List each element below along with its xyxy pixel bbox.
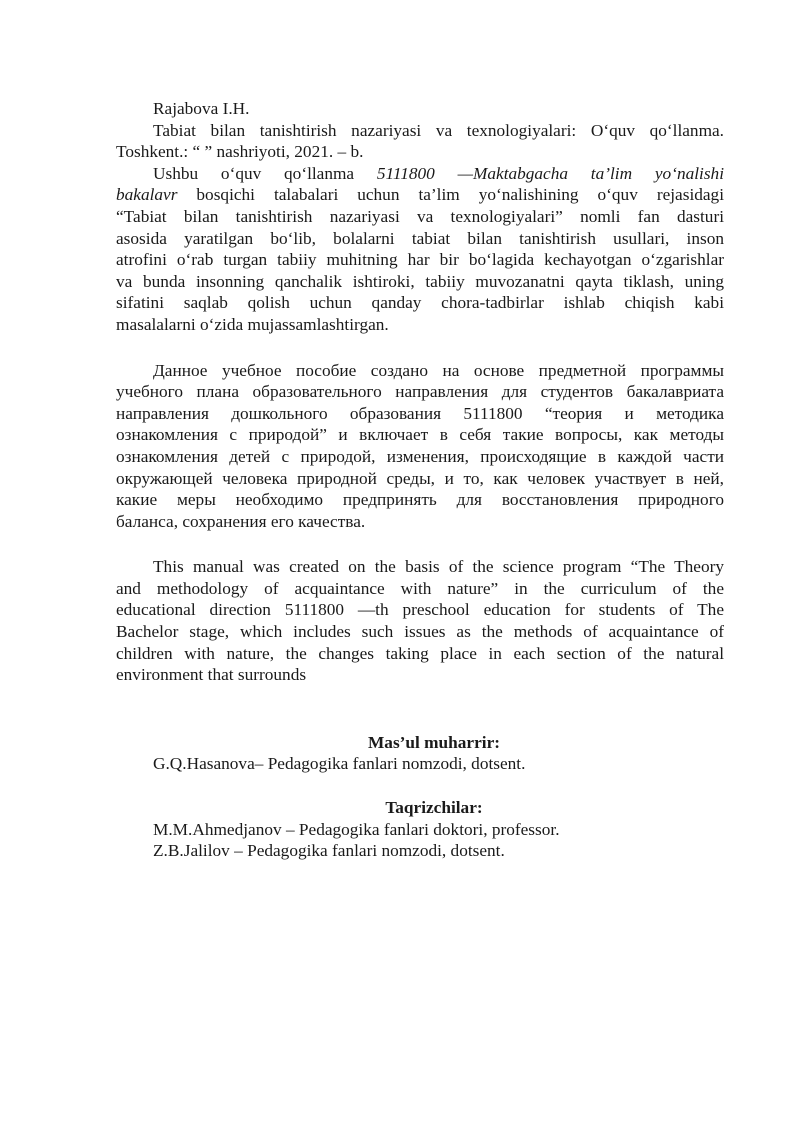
editor-name: G.Q.Hasanova– Pedagogika fanlari nomzodi, dotsent.: [153, 754, 526, 774]
annotation-line: ознакомления с природой” и включает в себя такие вопросы, как методы: [116, 425, 724, 445]
editor-section: [116, 732, 724, 775]
reviewer-name: Z.B.Jalilov – Pedagogika fanlari nomzodi, dotsent.: [153, 841, 505, 861]
annotation-line: учебного плана образовательного направления для студентов бакалавриата: [116, 382, 724, 402]
annotation-line: masalalarni o‘zida mujassamlashtirgan.: [116, 314, 389, 334]
annotation-line: va bunda insonning qanchalik ishtiroki, tabiiy muvozanatni qayta tiklash, uning: [116, 271, 724, 291]
editor-heading: Mas’ul muharrir:: [368, 732, 500, 752]
annotation-line: какие меры необходимо предпринять для восстановления природного: [116, 490, 724, 510]
publisher-line: Toshkent.: “ ” nashriyoti, 2021. – b.: [116, 142, 364, 162]
reviewers-section: [116, 797, 724, 862]
annotation-line: Данное учебное пособие создано на основе предметной программы: [153, 360, 724, 380]
author-line: Rajabova I.H.: [153, 99, 250, 118]
document-page: [116, 98, 724, 862]
annotation-line: educational direction 5111800 —th preschool education for students of The: [116, 600, 724, 620]
annotation-line: окружающей человека природной среды, и то, как человек участвует в ней,: [116, 468, 724, 488]
annotation-line: asosida yaratilgan bo‘lib, bolalarni tabiat bilan tanishtirish usullari, inson: [116, 228, 724, 248]
reviewers-heading: Taqrizchilar:: [385, 798, 483, 818]
annotation-line: children with nature, the changes taking place in each section of the natural: [116, 643, 724, 663]
annotation-line: Bachelor stage, which includes such issues as the methods of acquaintance of: [116, 622, 724, 642]
annotation-line: ознакомления детей с природой, изменения, происходящие в каждой части: [116, 446, 724, 466]
english-annotation: [116, 556, 724, 686]
reviewer-name: M.M.Ahmedjanov – Pedagogika fanlari doktori, professor.: [153, 819, 560, 839]
annotation-line: This manual was created on the basis of the science program “The Theory: [153, 557, 724, 577]
title-line: Tabiat bilan tanishtirish nazariyasi va texnologiyalari: O‘quv qo‘llanma.: [153, 120, 724, 140]
annotation-line: atrofini o‘rab turgan tabiiy muhitning har bir bo‘lagida kechayotgan o‘zgarishlar: [116, 250, 724, 270]
annotation-line: environment that surrounds: [116, 665, 307, 685]
uzbek-annotation: [116, 163, 724, 336]
annotation-line: “Tabiat bilan tanishtirish nazariyasi va texnologiyalari” nomli fan dasturi: [116, 206, 724, 226]
annotation-line: Ushbu o‘quv qo‘llanma 5111800 —Maktabgacha ta’lim yo‘nalishi: [153, 163, 724, 183]
bibliographic-header: [116, 98, 724, 163]
annotation-line: направления дошкольного образования 5111800 “теория и методика: [116, 403, 724, 423]
annotation-line: sifatini saqlab qolish uchun qanday chora-tadbirlar ishlab chiqish kabi: [116, 293, 724, 313]
annotation-line: and methodology of acquaintance with nature” in the curriculum of the: [116, 578, 724, 598]
annotation-line: баланса, сохранения его качества.: [116, 511, 366, 531]
annotation-line: bakalavr bosqichi talabalari uchun ta’lim yo‘nalishining o‘quv rejasidagi: [116, 185, 724, 205]
russian-annotation: [116, 360, 724, 533]
